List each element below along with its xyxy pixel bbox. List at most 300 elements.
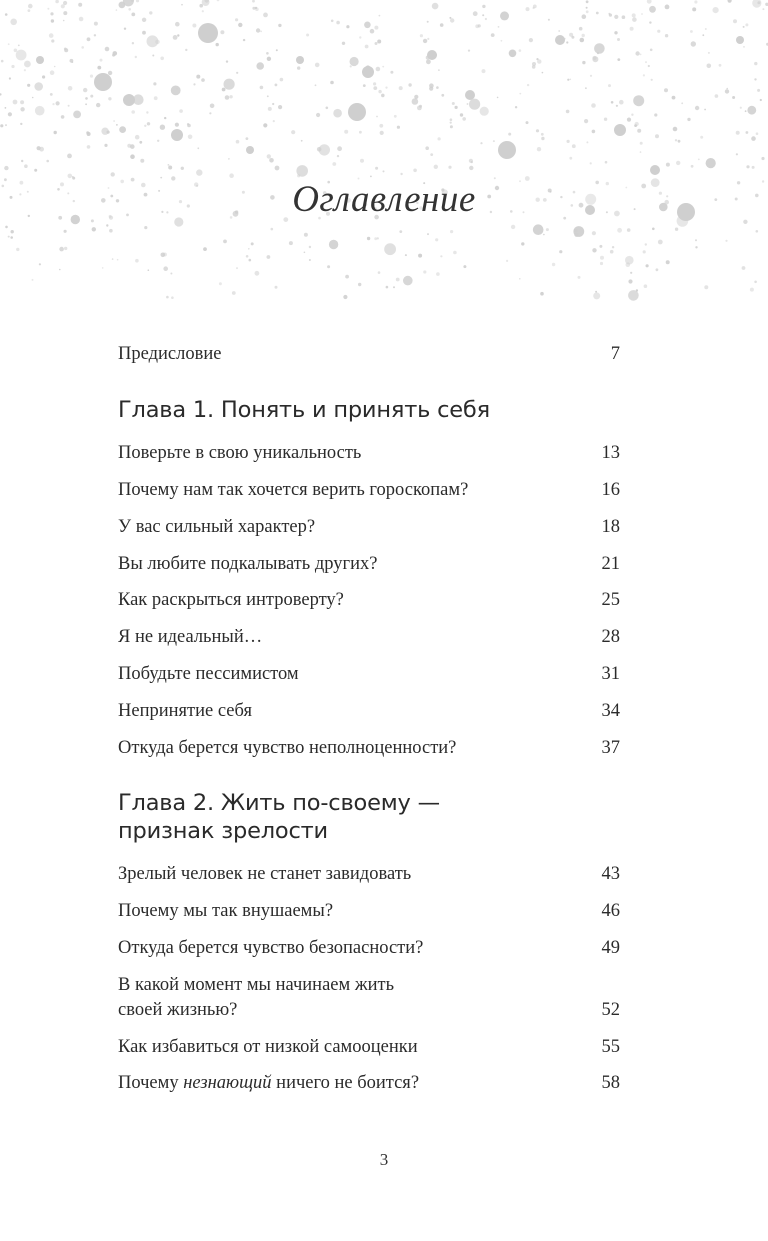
decor-dot	[365, 45, 369, 49]
decor-dot	[736, 131, 740, 135]
decor-dot	[664, 88, 668, 92]
decor-dot	[427, 233, 429, 235]
decor-dot	[28, 9, 31, 12]
decor-dot	[579, 27, 583, 31]
decor-dot	[702, 34, 704, 36]
decor-dot	[336, 21, 340, 25]
decor-dot	[429, 83, 434, 88]
decor-dot	[81, 46, 84, 49]
toc-entry[interactable]	[118, 973, 620, 1023]
decor-dot	[34, 169, 37, 172]
decor-dot	[104, 144, 107, 147]
decor-dot	[619, 100, 624, 105]
decor-dot	[219, 282, 222, 285]
decor-dot	[396, 278, 400, 282]
decor-dot	[658, 240, 663, 245]
decor-dot	[420, 34, 423, 37]
decor-dot	[567, 140, 570, 143]
decor-dot	[580, 38, 585, 43]
decor-dot	[39, 263, 41, 265]
decor-dot	[617, 38, 620, 41]
decor-dot	[592, 248, 596, 252]
decor-dot	[108, 71, 112, 75]
decor-dot	[362, 66, 374, 78]
decor-dot	[373, 82, 376, 85]
decor-dot	[255, 271, 260, 276]
decor-dot	[272, 103, 274, 105]
decor-dot	[482, 5, 485, 8]
page-number: 3	[379, 1150, 389, 1169]
toc-entry-label: У вас сильный характер?	[118, 517, 316, 537]
decor-dot	[0, 93, 2, 95]
decor-dot	[224, 79, 235, 90]
toc-entry-page: 18	[601, 517, 620, 537]
decor-dot	[643, 250, 646, 253]
decor-dot	[559, 250, 562, 253]
decor-dot	[418, 254, 422, 258]
decor-dot	[745, 110, 747, 112]
decor-dot	[707, 64, 712, 69]
toc-entry-page: 25	[601, 590, 620, 610]
decor-dot	[373, 86, 377, 90]
decor-dot	[399, 230, 402, 233]
decor-dot	[196, 169, 202, 175]
decor-dot	[21, 160, 23, 162]
decor-dot	[604, 118, 607, 121]
toc-entry-page: 49	[601, 938, 620, 958]
decor-dot	[655, 134, 659, 138]
decor-dot	[36, 56, 44, 64]
decor-dot	[687, 118, 690, 121]
decor-dot	[566, 41, 568, 43]
decor-dot	[309, 246, 311, 248]
decor-dot	[148, 269, 150, 271]
decor-dot	[131, 13, 135, 17]
decor-dot	[692, 7, 696, 11]
chapter-2-heading-line: признак зрелости	[118, 818, 328, 844]
decor-dot	[491, 33, 495, 37]
decor-dot	[238, 23, 242, 27]
decor-dot	[260, 31, 262, 33]
decor-dot	[610, 250, 614, 254]
decor-dot	[24, 69, 26, 71]
decor-dot	[50, 93, 53, 96]
decor-dot	[49, 33, 54, 38]
decor-dot	[572, 144, 576, 148]
decor-dot	[232, 291, 236, 295]
decor-dot	[20, 100, 24, 104]
decor-dot	[380, 131, 384, 135]
chapter-2-heading[interactable]	[118, 789, 620, 845]
decor-dot	[455, 106, 458, 109]
decor-dot	[691, 41, 696, 46]
decor-dot	[117, 259, 119, 261]
toc-entry[interactable]	[118, 1035, 620, 1060]
toc-entry-label-line: В какой момент мы начинаем жить	[118, 975, 395, 995]
decor-dot	[119, 2, 126, 9]
decor-dot	[582, 14, 587, 19]
decor-dot	[526, 121, 529, 124]
decor-dot	[113, 120, 115, 122]
decor-dot	[500, 11, 509, 20]
toc-entry-label: Побудьте пессимистом	[118, 664, 299, 684]
decor-dot	[678, 140, 681, 143]
decor-dot	[267, 154, 271, 158]
decor-dot	[16, 50, 27, 61]
decor-dot	[423, 39, 427, 43]
decor-dot	[432, 3, 439, 10]
decor-dot	[160, 125, 165, 130]
decor-dot	[434, 165, 438, 169]
decor-dot	[327, 265, 330, 268]
decor-dot	[112, 258, 114, 260]
decor-dot	[135, 135, 140, 140]
decor-dot	[289, 241, 293, 245]
decor-dot	[728, 0, 732, 3]
decor-dot	[704, 109, 706, 111]
decor-dot	[460, 113, 463, 116]
decor-dot	[56, 101, 60, 105]
toc-entry-page: 58	[601, 1073, 620, 1093]
decor-dot	[203, 247, 207, 251]
decor-dot	[462, 117, 466, 121]
decor-dot	[417, 106, 422, 111]
toc-entry-preface[interactable]	[118, 342, 620, 367]
decor-dot	[94, 73, 112, 91]
toc-entry[interactable]	[118, 625, 620, 650]
decor-dot	[90, 75, 93, 78]
decor-dot	[246, 137, 249, 140]
decor-dot	[480, 107, 489, 116]
decor-dot	[315, 84, 317, 86]
decor-dot	[255, 7, 259, 11]
decor-dot	[252, 0, 255, 3]
decor-dot	[78, 3, 82, 7]
decor-dot	[149, 11, 152, 14]
decor-dot	[378, 271, 381, 274]
decor-dot	[440, 23, 444, 27]
decor-dot	[469, 159, 473, 163]
decor-dot	[59, 269, 61, 271]
decor-dot	[63, 11, 67, 15]
toc-entry[interactable]	[118, 478, 620, 503]
decor-dot	[427, 50, 437, 60]
decor-dot	[171, 129, 183, 141]
decor-dot	[225, 95, 230, 100]
decor-dot	[11, 230, 14, 233]
decor-dot	[188, 135, 193, 140]
decor-dot	[567, 79, 569, 81]
decor-dot	[379, 15, 381, 17]
decor-dot	[650, 49, 653, 52]
decor-dot	[185, 49, 187, 51]
decor-dot	[652, 228, 655, 231]
decor-dot	[20, 107, 24, 111]
toc-entry-label: Откуда берется чувство безопасности?	[118, 938, 424, 958]
dotted-header-decoration	[0, 0, 768, 320]
decor-dot	[170, 273, 172, 275]
decor-dot	[136, 0, 139, 2]
decor-dot	[691, 165, 694, 168]
decor-dot	[752, 166, 755, 169]
decor-dot	[10, 19, 17, 26]
decor-dot	[590, 162, 592, 164]
decor-dot	[591, 103, 596, 108]
decor-dot	[533, 7, 535, 9]
decor-dot	[106, 224, 108, 226]
decor-dot	[695, 246, 697, 248]
decor-dot	[0, 124, 3, 127]
toc-entry-label: Как раскрыться интроверту?	[118, 590, 344, 610]
decor-dot	[330, 81, 334, 85]
decor-dot	[542, 72, 544, 74]
decor-dot	[304, 252, 306, 254]
decor-dot	[346, 25, 349, 28]
decor-dot	[592, 130, 596, 134]
decor-dot	[666, 163, 670, 167]
toc-entry[interactable]	[118, 1071, 620, 1096]
toc-entry-page: 16	[601, 480, 620, 500]
decor-dot	[166, 296, 169, 299]
decor-dot	[608, 13, 610, 15]
decor-dot	[719, 64, 722, 67]
decor-dot	[5, 13, 8, 16]
decor-dot	[694, 0, 697, 3]
decor-dot	[745, 23, 748, 26]
decor-dot	[236, 267, 238, 269]
decor-dot	[177, 34, 179, 36]
decor-dot	[68, 105, 70, 107]
decor-dot	[573, 226, 584, 237]
decor-dot	[761, 157, 764, 160]
label-emphasis: незнающий	[183, 1073, 272, 1093]
decor-dot	[397, 126, 400, 129]
decor-dot	[597, 52, 599, 54]
decor-dot	[751, 136, 756, 141]
decor-dot	[537, 147, 541, 151]
decor-dot	[413, 169, 417, 173]
decor-dot	[42, 75, 45, 78]
decor-dot	[229, 95, 232, 98]
decor-dot	[50, 70, 55, 75]
decor-dot	[519, 93, 521, 95]
decor-dot	[50, 12, 53, 15]
decor-dot	[332, 162, 336, 166]
label-text: Почему	[118, 1073, 184, 1093]
decor-dot	[379, 124, 383, 128]
decor-dot	[109, 229, 113, 233]
toc-entry-label: Я не идеальный…	[118, 627, 263, 647]
decor-dot	[475, 24, 479, 28]
decor-dot	[79, 17, 84, 22]
decor-dot	[497, 97, 499, 99]
toc-entry[interactable]	[118, 862, 620, 887]
decor-dot	[725, 89, 729, 93]
decor-dot	[175, 22, 180, 27]
decor-dot	[754, 281, 757, 284]
decor-dot	[210, 104, 215, 109]
decor-dot	[430, 153, 433, 156]
decor-dot	[595, 291, 597, 293]
decor-dot	[87, 132, 91, 136]
decor-dot	[706, 158, 716, 168]
decor-dot	[35, 106, 45, 116]
decor-dot	[760, 99, 762, 101]
decor-dot	[425, 146, 429, 150]
decor-dot	[278, 105, 282, 109]
decor-dot	[543, 234, 545, 236]
decor-dot	[246, 146, 254, 154]
decor-dot	[527, 84, 529, 86]
decor-dot	[90, 95, 93, 98]
decor-dot	[269, 158, 274, 163]
decor-dot	[306, 34, 309, 37]
decor-dot	[452, 102, 455, 105]
decor-dot	[51, 19, 54, 22]
decor-dot	[676, 161, 680, 165]
toc-entry[interactable]	[118, 515, 620, 540]
decor-dot	[87, 37, 91, 41]
decor-dot	[385, 87, 387, 89]
decor-dot	[273, 120, 275, 122]
decor-dot	[700, 136, 703, 139]
toc-entry-page: 7	[610, 344, 620, 364]
decor-dot	[485, 18, 487, 20]
toc-entry-label: Поверьте в свою уникальность	[118, 443, 362, 463]
decor-dot	[267, 57, 271, 61]
decor-dot	[94, 22, 98, 26]
decor-dot	[450, 118, 453, 121]
decor-dot	[586, 10, 589, 13]
decor-dot	[260, 86, 264, 90]
decor-dot	[412, 98, 419, 105]
decor-dot	[508, 133, 511, 136]
decor-dot	[627, 228, 631, 232]
decor-dot	[600, 256, 604, 260]
decor-dot	[493, 140, 495, 142]
decor-dot	[343, 295, 347, 299]
decor-dot	[199, 4, 203, 8]
decor-dot	[649, 6, 656, 13]
decor-dot	[8, 112, 12, 116]
decor-dot	[399, 86, 403, 90]
toc-entry[interactable]	[118, 588, 620, 613]
decor-dot	[13, 100, 18, 105]
decor-dot	[100, 59, 103, 62]
toc-entry-page: 46	[601, 901, 620, 921]
toc-entry-label	[118, 973, 394, 1023]
decor-dot	[757, 89, 760, 92]
decor-dot	[743, 26, 745, 28]
decor-dot	[546, 228, 549, 231]
decor-dot	[350, 57, 359, 66]
decor-dot	[251, 242, 254, 245]
decor-dot	[519, 278, 521, 280]
decor-dot	[67, 154, 72, 159]
decor-dot	[63, 1, 67, 5]
decor-dot	[645, 61, 647, 63]
decor-dot	[5, 226, 8, 229]
decor-dot	[482, 69, 486, 73]
decor-dot	[201, 78, 205, 82]
decor-dot	[54, 131, 57, 134]
decor-dot	[301, 140, 303, 142]
decor-dot	[47, 8, 49, 10]
decor-dot	[690, 30, 693, 33]
toc-entry[interactable]	[118, 699, 620, 724]
toc-entry[interactable]	[118, 441, 620, 466]
decor-dot	[382, 66, 384, 68]
decor-dot	[222, 88, 226, 92]
toc-entry[interactable]	[118, 552, 620, 577]
decor-dot	[97, 66, 101, 70]
toc-entry[interactable]	[118, 899, 620, 924]
decor-dot	[657, 30, 660, 33]
decor-dot	[600, 262, 603, 265]
decor-dot	[501, 40, 503, 42]
decor-dot	[552, 263, 555, 266]
decor-dot	[127, 144, 131, 148]
decor-dot	[654, 113, 657, 116]
decor-dot	[641, 13, 643, 15]
decor-dot	[630, 27, 634, 31]
decor-dot	[747, 106, 756, 115]
decor-dot	[384, 243, 396, 255]
decor-dot	[297, 66, 300, 69]
decor-dot	[236, 140, 240, 144]
decor-dot	[345, 275, 349, 279]
toc-entry[interactable]	[118, 662, 620, 687]
decor-dot	[622, 15, 626, 19]
decor-dot	[614, 124, 626, 136]
decor-dot	[14, 49, 18, 53]
decor-dot	[8, 236, 10, 238]
decor-dot	[296, 56, 304, 64]
chapter-1-heading[interactable]: Глава 1. Понять и принять себя	[118, 397, 490, 423]
decor-dot	[586, 7, 588, 9]
decor-dot	[594, 43, 605, 54]
decor-dot	[698, 159, 700, 161]
decor-dot	[403, 276, 413, 286]
decor-dot	[370, 29, 375, 34]
decor-dot	[628, 279, 632, 283]
decor-dot	[319, 144, 330, 155]
decor-dot	[498, 26, 500, 28]
decor-dot	[555, 35, 565, 45]
decor-dot	[187, 123, 189, 125]
decor-dot	[108, 97, 111, 100]
decor-dot	[381, 94, 385, 98]
decor-dot	[217, 0, 220, 1]
toc-entry[interactable]	[118, 936, 620, 961]
decor-dot	[532, 62, 536, 66]
decor-dot	[375, 167, 378, 170]
decor-dot	[297, 174, 300, 177]
decor-dot	[157, 140, 159, 142]
toc-entry[interactable]	[118, 736, 620, 761]
decor-dot	[46, 160, 49, 163]
decor-dot	[586, 0, 589, 3]
decor-dot	[64, 230, 67, 233]
decor-dot	[96, 103, 100, 107]
decor-dot	[743, 46, 745, 48]
decor-dot	[64, 48, 68, 52]
decor-dot	[537, 59, 541, 63]
decor-dot	[92, 227, 96, 231]
decor-dot	[267, 255, 271, 259]
decor-dot	[626, 262, 631, 267]
decor-dot	[648, 65, 650, 67]
